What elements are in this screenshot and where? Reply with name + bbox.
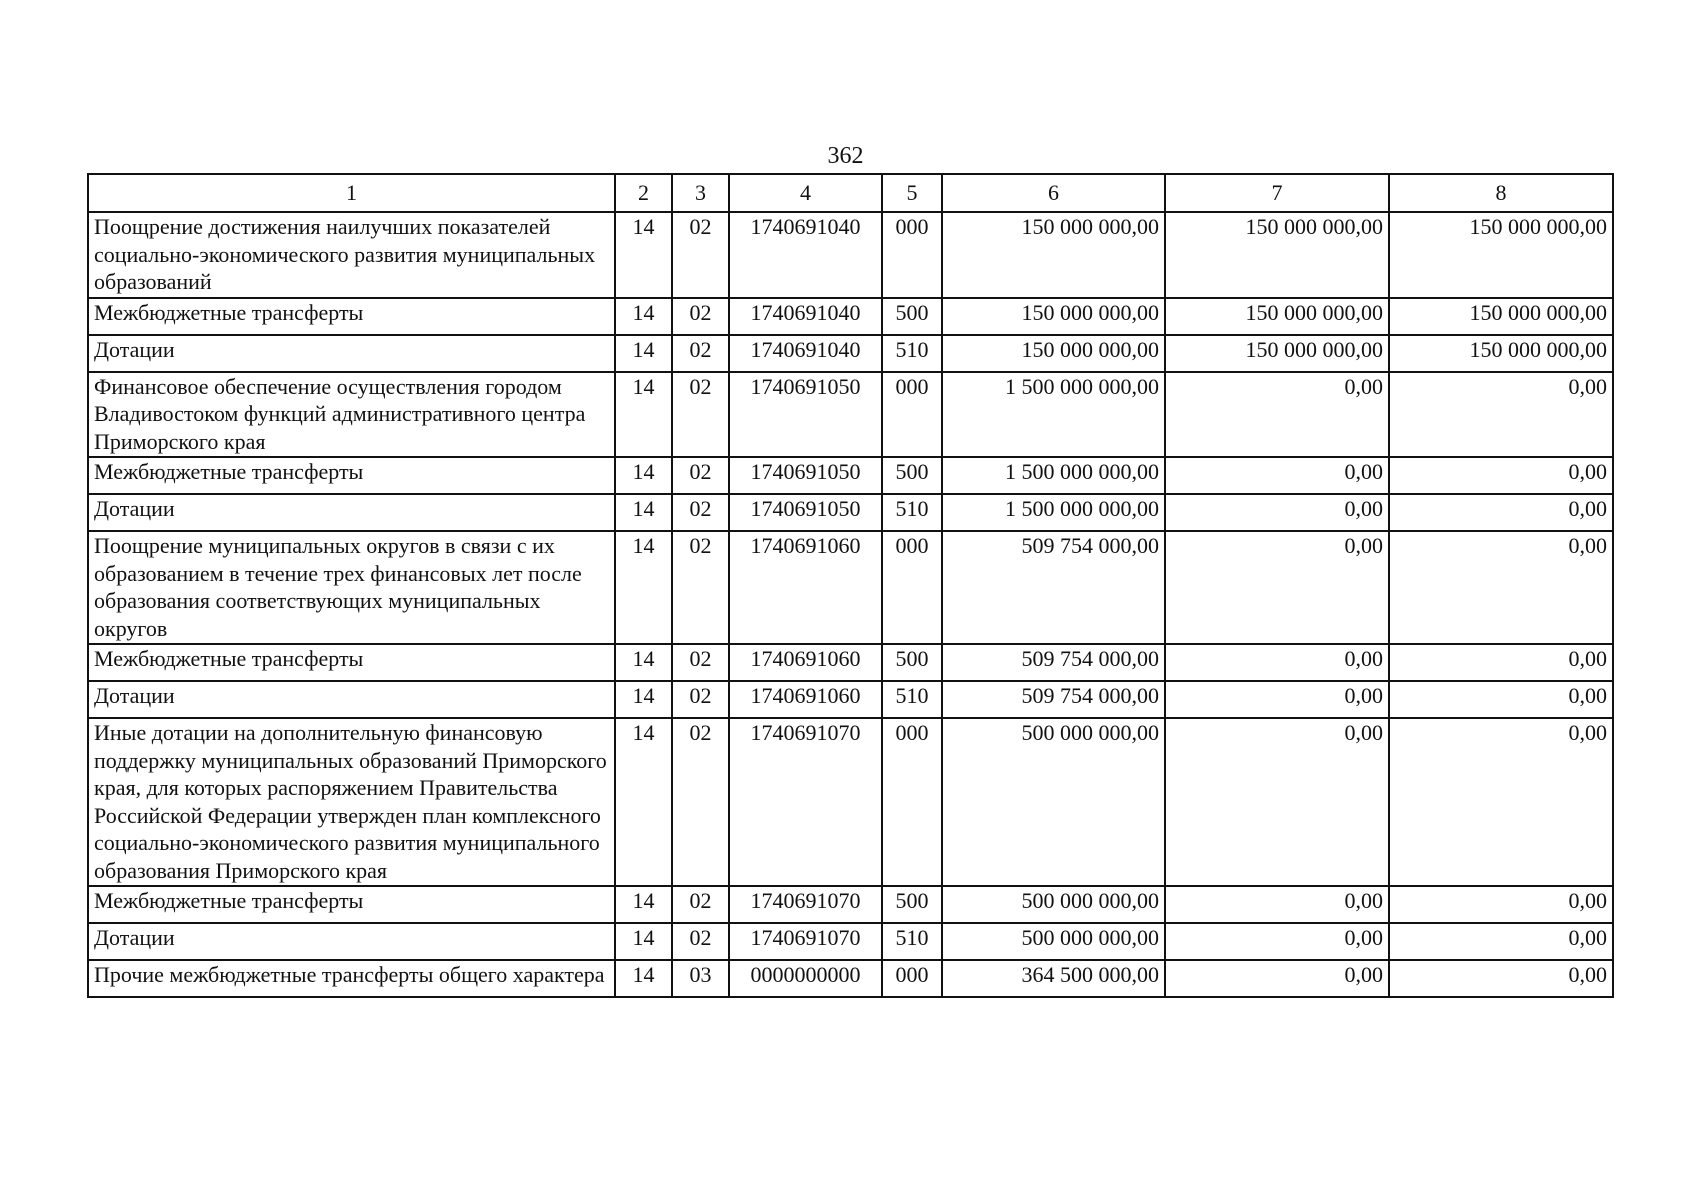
column-header-6: 6	[942, 174, 1165, 212]
table-row	[88, 960, 1613, 997]
row-section: 14	[615, 372, 672, 458]
row-name: Поощрение достижения наилучших показателей социально-экономического развития муниципальных образований	[88, 212, 615, 298]
row-target-code: 1740691040	[729, 212, 882, 298]
row-amount-6: 1 500 000 000,00	[942, 494, 1165, 531]
row-name: Иные дотации на дополнительную финансовую поддержку муниципальных образований Приморского края, для которых распоряжением Правительства Российской Федерации утвержден план комплексного социально-экономического развития муниципального образования Приморского края	[88, 718, 615, 886]
table-row	[88, 886, 1613, 923]
row-subsection: 02	[672, 644, 729, 681]
row-target-code: 1740691060	[729, 644, 882, 681]
row-subsection: 02	[672, 886, 729, 923]
row-name: Межбюджетные трансферты	[88, 457, 615, 494]
row-amount-8: 0,00	[1389, 644, 1613, 681]
row-name: Межбюджетные трансферты	[88, 644, 615, 681]
row-amount-6: 1 500 000 000,00	[942, 372, 1165, 458]
table-row	[88, 681, 1613, 718]
page-number: 362	[827, 143, 864, 169]
row-target-code: 1740691060	[729, 681, 882, 718]
row-amount-6: 150 000 000,00	[942, 335, 1165, 372]
table-row	[88, 923, 1613, 960]
row-amount-6: 150 000 000,00	[942, 298, 1165, 335]
column-header-7: 7	[1165, 174, 1389, 212]
row-amount-7: 0,00	[1165, 494, 1389, 531]
row-amount-7: 0,00	[1165, 718, 1389, 886]
row-subsection: 02	[672, 212, 729, 298]
row-section: 14	[615, 960, 672, 997]
row-name: Межбюджетные трансферты	[88, 298, 615, 335]
row-target-code: 1740691040	[729, 335, 882, 372]
table-row	[88, 457, 1613, 494]
row-expense-type: 000	[882, 531, 942, 644]
row-section: 14	[615, 335, 672, 372]
row-amount-6: 509 754 000,00	[942, 681, 1165, 718]
table-row	[88, 212, 1613, 298]
row-amount-7: 0,00	[1165, 681, 1389, 718]
row-amount-6: 500 000 000,00	[942, 718, 1165, 886]
table-row	[88, 718, 1613, 886]
row-expense-type: 500	[882, 644, 942, 681]
row-amount-7: 0,00	[1165, 457, 1389, 494]
row-section: 14	[615, 212, 672, 298]
row-expense-type: 000	[882, 212, 942, 298]
row-amount-8: 0,00	[1389, 494, 1613, 531]
row-target-code: 1740691040	[729, 298, 882, 335]
row-amount-7: 0,00	[1165, 531, 1389, 644]
row-expense-type: 510	[882, 335, 942, 372]
row-amount-7: 0,00	[1165, 923, 1389, 960]
budget-table	[87, 173, 1614, 998]
column-header-2: 2	[615, 174, 672, 212]
row-amount-7: 0,00	[1165, 644, 1389, 681]
row-name: Финансовое обеспечение осуществления городом Владивостоком функций административного центра Приморского края	[88, 372, 615, 458]
row-amount-6: 364 500 000,00	[942, 960, 1165, 997]
table-row	[88, 644, 1613, 681]
row-section: 14	[615, 644, 672, 681]
row-subsection: 02	[672, 531, 729, 644]
column-header-1: 1	[88, 174, 615, 212]
row-subsection: 02	[672, 681, 729, 718]
row-amount-7: 0,00	[1165, 886, 1389, 923]
row-amount-7: 0,00	[1165, 960, 1389, 997]
row-name: Межбюджетные трансферты	[88, 886, 615, 923]
row-amount-8: 0,00	[1389, 531, 1613, 644]
row-amount-8: 150 000 000,00	[1389, 335, 1613, 372]
table-row	[88, 531, 1613, 644]
header-row	[88, 174, 1613, 212]
row-amount-6: 1 500 000 000,00	[942, 457, 1165, 494]
row-amount-7: 150 000 000,00	[1165, 212, 1389, 298]
row-subsection: 02	[672, 494, 729, 531]
row-amount-6: 509 754 000,00	[942, 644, 1165, 681]
row-name: Дотации	[88, 681, 615, 718]
row-target-code: 1740691070	[729, 718, 882, 886]
row-target-code: 1740691070	[729, 886, 882, 923]
row-expense-type: 500	[882, 886, 942, 923]
row-section: 14	[615, 298, 672, 335]
row-expense-type: 500	[882, 298, 942, 335]
row-section: 14	[615, 494, 672, 531]
row-amount-7: 0,00	[1165, 372, 1389, 458]
row-target-code: 1740691050	[729, 372, 882, 458]
row-subsection: 02	[672, 457, 729, 494]
table-row	[88, 494, 1613, 531]
row-target-code: 0000000000	[729, 960, 882, 997]
row-section: 14	[615, 457, 672, 494]
row-target-code: 1740691050	[729, 457, 882, 494]
row-expense-type: 500	[882, 457, 942, 494]
row-amount-8: 0,00	[1389, 923, 1613, 960]
row-expense-type: 000	[882, 718, 942, 886]
row-amount-8: 0,00	[1389, 718, 1613, 886]
table-row	[88, 335, 1613, 372]
row-section: 14	[615, 718, 672, 886]
row-expense-type: 510	[882, 494, 942, 531]
row-subsection: 02	[672, 335, 729, 372]
row-amount-8: 150 000 000,00	[1389, 298, 1613, 335]
row-amount-8: 0,00	[1389, 681, 1613, 718]
row-subsection: 03	[672, 960, 729, 997]
row-name: Прочие межбюджетные трансферты общего характера	[88, 960, 615, 997]
row-target-code: 1740691060	[729, 531, 882, 644]
row-amount-6: 509 754 000,00	[942, 531, 1165, 644]
row-amount-8: 0,00	[1389, 886, 1613, 923]
row-section: 14	[615, 886, 672, 923]
row-subsection: 02	[672, 298, 729, 335]
column-header-3: 3	[672, 174, 729, 212]
column-header-4: 4	[729, 174, 882, 212]
row-amount-7: 150 000 000,00	[1165, 298, 1389, 335]
column-header-8: 8	[1389, 174, 1613, 212]
row-name: Дотации	[88, 335, 615, 372]
row-name: Дотации	[88, 494, 615, 531]
row-subsection: 02	[672, 372, 729, 458]
row-section: 14	[615, 681, 672, 718]
row-amount-8: 0,00	[1389, 960, 1613, 997]
row-target-code: 1740691070	[729, 923, 882, 960]
row-section: 14	[615, 531, 672, 644]
row-expense-type: 000	[882, 960, 942, 997]
row-subsection: 02	[672, 923, 729, 960]
row-name: Дотации	[88, 923, 615, 960]
row-amount-8: 0,00	[1389, 457, 1613, 494]
row-expense-type: 510	[882, 923, 942, 960]
row-amount-6: 150 000 000,00	[942, 212, 1165, 298]
table-row	[88, 372, 1613, 458]
row-target-code: 1740691050	[729, 494, 882, 531]
row-expense-type: 510	[882, 681, 942, 718]
row-amount-7: 150 000 000,00	[1165, 335, 1389, 372]
table-body	[88, 212, 1613, 997]
row-amount-8: 150 000 000,00	[1389, 212, 1613, 298]
row-amount-6: 500 000 000,00	[942, 886, 1165, 923]
row-name: Поощрение муниципальных округов в связи с их образованием в течение трех финансовых лет после образования соответствующих муниципальных округов	[88, 531, 615, 644]
row-expense-type: 000	[882, 372, 942, 458]
table-row	[88, 298, 1613, 335]
row-subsection: 02	[672, 718, 729, 886]
column-header-5: 5	[882, 174, 942, 212]
row-section: 14	[615, 923, 672, 960]
row-amount-6: 500 000 000,00	[942, 923, 1165, 960]
row-amount-8: 0,00	[1389, 372, 1613, 458]
